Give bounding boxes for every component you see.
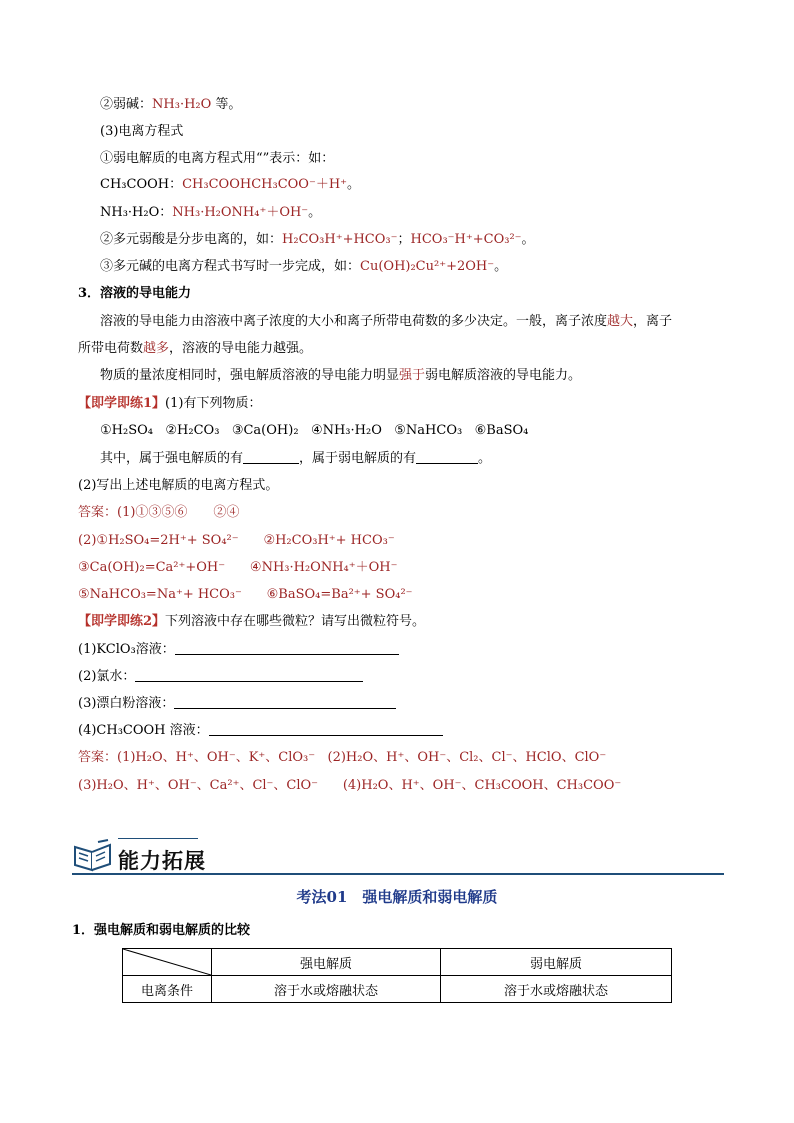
fill-line-chlorine-water	[78, 668, 363, 686]
cell-weak: 溶于水或熔融状态	[441, 976, 672, 1003]
method-title: 考法01 强电解质和弱电解质	[296, 888, 498, 906]
text: 弱电解质溶液的导电能力。	[425, 368, 582, 383]
line-acetic-acid	[100, 176, 360, 194]
answer-text: (1)H₂O、H⁺、OH⁻、K⁺、ClO₃⁻	[117, 750, 316, 765]
table-row	[123, 976, 672, 1003]
practice-2-question	[78, 613, 425, 631]
comparison-table	[122, 948, 672, 1003]
answer-text: (1)①③⑤⑥ ②④	[117, 505, 240, 520]
text: ③多元碱的电离方程式书写时一步完成，如：	[100, 259, 361, 274]
conductivity-paragraph-line2	[78, 340, 312, 358]
equation: ②H₂CO₃H⁺+ HCO₃⁻	[263, 533, 395, 548]
line-weak-base	[100, 96, 241, 114]
conductivity-paragraph-line3	[100, 367, 581, 385]
row-label: 电离条件	[123, 976, 212, 1003]
fill-line-acetic-acid	[78, 722, 443, 740]
answer-blank[interactable]	[174, 695, 396, 709]
text: NH₃·H₂O：	[100, 205, 173, 220]
text: ，属于弱电解质的有	[299, 451, 417, 466]
text: (4)CH₃COOH 溶液：	[78, 723, 209, 738]
section-header-title: 能力拓展	[118, 849, 206, 873]
formula: Cu(OH)₂Cu²⁺+2OH⁻	[360, 259, 495, 274]
table-header-row	[123, 949, 672, 976]
text: 。	[308, 205, 322, 220]
fill-line-kclo3	[78, 641, 399, 659]
answer-equations-row-2	[78, 559, 397, 577]
list-item: ⑥BaSO₄	[474, 423, 529, 438]
text: ②弱碱：	[100, 97, 153, 112]
text: 。	[347, 177, 361, 192]
cell-strong: 溶于水或熔融状态	[212, 976, 441, 1003]
answer-blank[interactable]	[175, 641, 399, 655]
equation-question: (2)写出上述电解质的电离方程式。	[78, 478, 279, 493]
classification-question	[100, 450, 491, 468]
formula: CH₃COOHCH₃COO⁻＋H⁺	[182, 177, 348, 192]
line-weak-electrolyte-rule: ①弱电解质的电离方程式用“”表示：如：	[100, 151, 335, 166]
equation: ⑤NaHCO₃=Na⁺+ HCO₃⁻	[78, 587, 242, 602]
answer-text: (2)H₂O、H⁺、OH⁻、Cl₂、Cl⁻、HClO、ClO⁻	[327, 750, 607, 765]
header-strong: 强电解质	[212, 949, 441, 976]
answer-equations-row-1	[78, 532, 395, 550]
subheading-ionization-equation: (3)电离方程式	[100, 124, 184, 139]
fill-line-bleaching-powder	[78, 695, 396, 713]
practice-2-answer-row-2	[78, 777, 621, 795]
text: (1)KClO₃溶液：	[78, 642, 175, 657]
text: ，离子	[633, 314, 673, 329]
equation: ⑥BaSO₄=Ba²⁺+ SO₄²⁻	[266, 587, 413, 602]
equation: ④NH₃·H₂ONH₄⁺＋OH⁻	[249, 560, 398, 575]
list-item: ③Ca(OH)₂	[231, 423, 299, 438]
header-rule	[72, 873, 724, 875]
answer-blank[interactable]	[209, 722, 443, 736]
comparison-title: 1．强电解质和弱电解质的比较	[72, 923, 251, 938]
formula: H₂CO₃H⁺+HCO₃⁻	[282, 232, 398, 247]
weak-electrolyte-blank[interactable]	[416, 450, 478, 464]
highlight: 强于	[399, 368, 426, 383]
text: 。	[478, 451, 492, 466]
highlight: 越多	[143, 341, 170, 356]
practice-2-answer-row-1	[78, 749, 606, 767]
diagonal-line	[123, 949, 211, 975]
text: 。	[494, 259, 508, 274]
list-item: ①H₂SO₄	[100, 423, 153, 438]
text: 物质的量浓度相同时，强电解质溶液的导电能力明显	[100, 368, 400, 383]
formula: NH₃·H₂ONH₄⁺＋OH⁻	[172, 205, 309, 220]
conductivity-paragraph-line1	[100, 313, 672, 331]
answer-label: 答案：	[78, 750, 118, 765]
practice-1-answer-1	[78, 504, 239, 522]
practice-1-question	[78, 395, 261, 413]
answer-text: (4)H₂O、H⁺、OH⁻、CH₃COOH、CH₃COO⁻	[342, 778, 622, 793]
text: ，溶液的导电能力越强。	[169, 341, 313, 356]
answer-equations-row-3	[78, 586, 413, 604]
text: 等。	[211, 97, 242, 112]
text: ；	[397, 232, 411, 247]
answer-blank[interactable]	[135, 668, 363, 682]
list-item: ②H₂CO₃	[165, 423, 220, 438]
text: (2)氯水：	[78, 669, 136, 684]
formula: NH₃·H₂O	[152, 97, 212, 112]
header-top-rule	[118, 838, 198, 839]
list-item: ④NH₃·H₂O	[310, 423, 382, 438]
diagonal-header-cell	[123, 949, 212, 976]
equation: (2)①H₂SO₄=2H⁺+ SO₄²⁻	[78, 533, 239, 548]
text: 其中，属于强电解质的有	[100, 451, 244, 466]
text: ②多元弱酸是分步电离的，如：	[100, 232, 283, 247]
strong-electrolyte-blank[interactable]	[243, 450, 299, 464]
header-weak: 弱电解质	[441, 949, 672, 976]
practice-tag: 【即学即练1】	[78, 396, 166, 411]
answer-label: 答案：	[78, 505, 118, 520]
substance-list	[100, 422, 528, 440]
text: (3)漂白粉溶液：	[78, 696, 175, 711]
highlight: 越大	[607, 314, 634, 329]
text: 所带电荷数	[78, 341, 144, 356]
text: 下列溶液中存在哪些微粒？请写出微粒符号。	[165, 614, 426, 629]
text: (1)有下列物质：	[165, 396, 262, 411]
formula: HCO₃⁻H⁺+CO₃²⁻	[410, 232, 522, 247]
book-icon	[72, 839, 114, 873]
section-3-title: 3．溶液的导电能力	[78, 286, 192, 301]
line-ammonia-hydrate	[100, 204, 321, 222]
text: 。	[521, 232, 535, 247]
equation: ③Ca(OH)₂=Ca²⁺+OH⁻	[78, 560, 226, 575]
line-polybasic-base	[100, 258, 507, 276]
answer-text: (3)H₂O、H⁺、OH⁻、Ca²⁺、Cl⁻、ClO⁻	[78, 778, 319, 793]
list-item: ⑤NaHCO₃	[394, 423, 463, 438]
line-polyprotic-acid	[100, 231, 535, 249]
text: CH₃COOH：	[100, 177, 183, 192]
practice-tag: 【即学即练2】	[78, 614, 166, 629]
text: 溶液的导电能力由溶液中离子浓度的大小和离子所带电荷数的多少决定。一般，离子浓度	[100, 314, 608, 329]
